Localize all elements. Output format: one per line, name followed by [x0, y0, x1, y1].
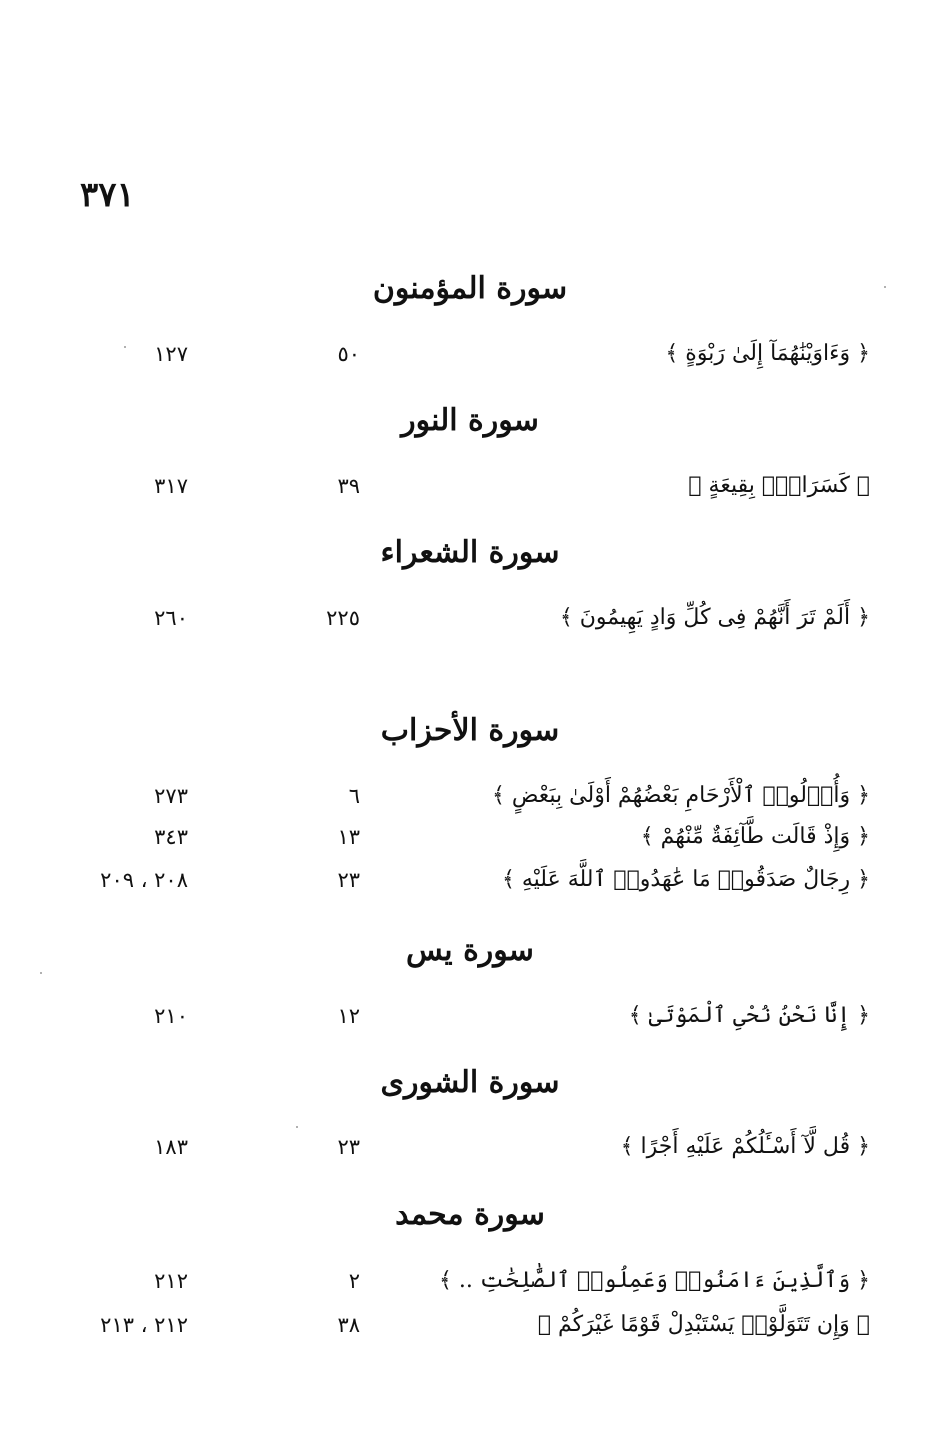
verse-row	[0, 466, 940, 506]
verse-text: ﴿ وَإِذْ قَالَت طَّآئِفَةٌ مِّنْهُمْ ﴾	[640, 824, 870, 849]
ayah-number: ١٢	[337, 1004, 360, 1028]
verse-row	[0, 1127, 940, 1167]
ayah-number: ٢٣	[337, 868, 360, 892]
verse-row	[0, 598, 940, 638]
ayah-number: ٣٩	[337, 474, 360, 498]
ayah-number: ٢٢٥	[326, 606, 360, 630]
scan-speck	[296, 1126, 298, 1128]
page-reference: ٢٦٠	[154, 606, 188, 630]
page-reference: ١٢٧	[154, 342, 188, 366]
page-reference: ٣٤٣	[154, 825, 188, 849]
page-reference: ١٨٣	[154, 1135, 188, 1159]
verse-text: ﴿ وَءَاوَيْنَٰهُمَآ إِلَىٰ رَبْوَةٍ ﴾	[665, 341, 870, 366]
verse-row	[0, 334, 940, 374]
verse-text: ﴿ رِجَالٌ صَدَقُوا۟ مَا عَٰهَدُوا۟ ٱللَّهَ عَلَيْهِ ﴾	[501, 867, 870, 892]
surah-title-muhammad: سورة محمد	[395, 1197, 545, 1232]
page-reference: ٢١٢	[154, 1269, 188, 1293]
ayah-number: ٣٨	[337, 1313, 360, 1337]
verse-text: ﴿ وَإِن تَتَوَلَّوْا۟ يَسْتَبْدِلْ قَوْمًا غَيْرَكُمْ ﴾	[537, 1312, 870, 1337]
verse-text: ﴿ وَأُو۟لُوا۟ ٱلْأَرْحَامِ بَعْضُهُمْ أَوْلَىٰ بِبَعْضٍ ﴾	[491, 783, 870, 808]
verse-text: ﴿ إِنَّا نَحْنُ نُحْىِ ٱلْمَوْتَىٰ ﴾	[628, 1003, 870, 1028]
verse-text: ﴿ أَلَمْ تَرَ أَنَّهُمْ فِى كُلِّ وَادٍ يَهِيمُونَ ﴾	[559, 605, 870, 630]
verse-row	[0, 817, 940, 857]
scan-speck	[124, 346, 126, 348]
verse-text: ﴿ قُل لَّآ أَسْـَٔلُكُمْ عَلَيْهِ أَجْرًا ﴾	[620, 1134, 870, 1159]
page-number: ٣٧١	[80, 175, 135, 215]
verse-row	[0, 1305, 940, 1345]
surah-title-shuara: سورة الشعراء	[380, 535, 560, 570]
surah-title-nur: سورة النور	[401, 403, 539, 438]
ayah-number: ٥٠	[337, 342, 360, 366]
surah-title-shura: سورة الشورى	[380, 1065, 560, 1100]
ayah-number: ١٣	[337, 825, 360, 849]
page-reference: ٢٧٣	[154, 784, 188, 808]
page-reference: ٢١٠	[154, 1004, 188, 1028]
ayah-number: ٦	[348, 784, 360, 808]
surah-title-yasin: سورة يس	[406, 933, 534, 968]
page-reference: ٢١٢ ، ٢١٣	[100, 1313, 188, 1337]
verse-row	[0, 860, 940, 900]
verse-row	[0, 1261, 940, 1301]
verse-text: ﴿ وَٱلَّذِينَ ءَامَنُوا۟ وَعَمِلُوا۟ ٱلصَّٰلِحَٰتِ .. ﴾	[438, 1268, 870, 1293]
ayah-number: ٢	[348, 1269, 360, 1293]
verse-row	[0, 776, 940, 816]
ayah-number: ٢٣	[337, 1135, 360, 1159]
page-reference: ٣١٧	[154, 474, 188, 498]
surah-title-ahzab: سورة الأحزاب	[380, 713, 560, 748]
surah-title-muminun: سورة المؤمنون	[372, 271, 568, 306]
verse-row	[0, 996, 940, 1036]
page-reference: ٢٠٨ ، ٢٠٩	[100, 868, 188, 892]
scan-speck	[884, 286, 886, 288]
verse-text: ﴿ كَسَرَابِۭ بِقِيعَةٍ ﴾	[688, 473, 870, 498]
scan-speck	[40, 972, 42, 974]
